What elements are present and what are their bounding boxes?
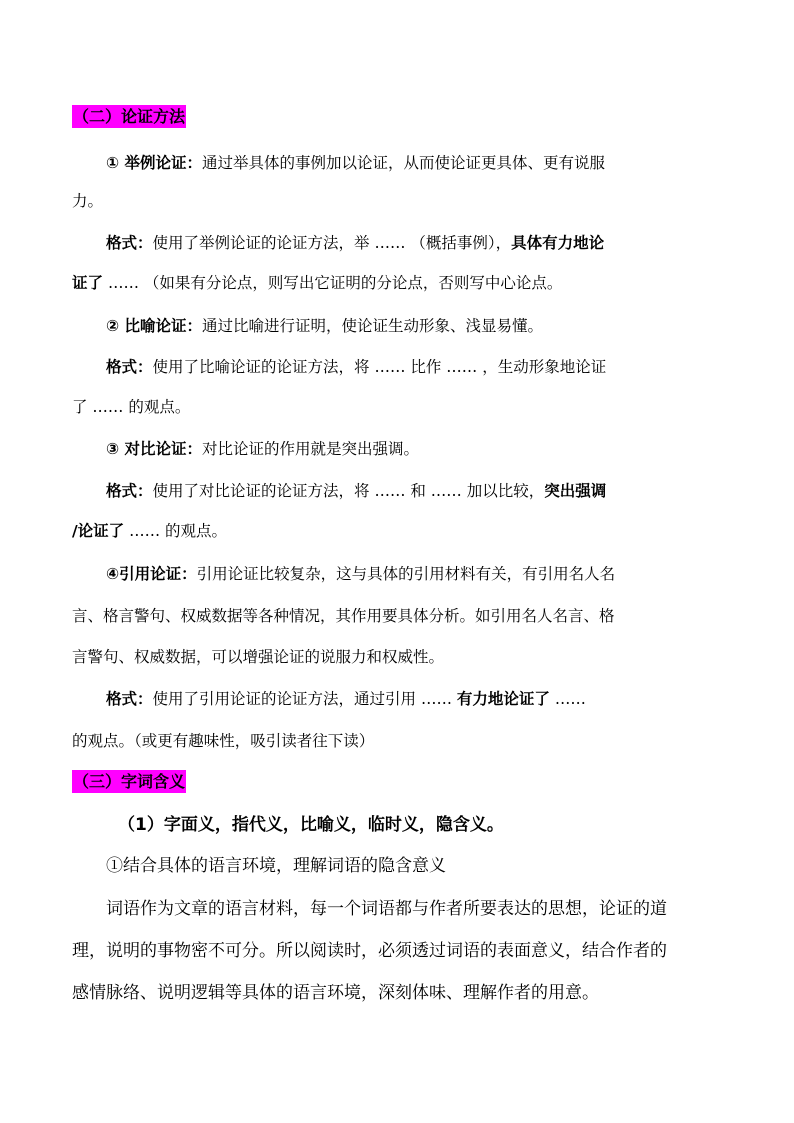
item3-line1: ③ 对比论证：对比论证的作用就是突出强调。 xyxy=(106,440,420,458)
item1-format-line1: 格式：使用了举例论证的论证方法，举 …… （概括事例），具体有力地论 xyxy=(106,234,605,252)
item1-line2: 力。 xyxy=(72,192,104,210)
item3-format-line1: 格式：使用了对比论证的论证方法，将 …… 和 …… 加以比较，突出强调 xyxy=(106,482,607,500)
item1-title: ① 举例论证： xyxy=(106,154,203,172)
item2-title: ② 比喻论证： xyxy=(106,317,203,335)
item1-line1: ① 举例论证：通过举具体的事例加以论证，从而使论证更具体、更有说服 xyxy=(106,154,606,172)
subpoint-hidden-meaning: ①结合具体的语言环境，理解词语的隐含意义 xyxy=(106,856,446,876)
section-heading-methods: （二）论证方法 xyxy=(73,107,186,126)
paragraph-line2: 理，说明的事物密不可分。所以阅读时，必须透过词语的表面意义，结合作者的 xyxy=(72,941,667,961)
item3-format-line2: /论证了 …… 的观点。 xyxy=(72,522,228,540)
section-heading-words: （三）字词含义 xyxy=(73,772,186,791)
item2-line1: ② 比喻论证：通过比喻进行证明，使论证生动形象、浅显易懂。 xyxy=(106,317,544,335)
item4-line2: 言、格言警句、权威数据等各种情况，其作用要具体分析。如引用名人名言、格 xyxy=(72,607,615,625)
item2-format-line1: 格式：使用了比喻论证的论证方法，将 …… 比作 …… ，生动形象地论证 xyxy=(106,358,607,376)
item4-title: ④引用论证： xyxy=(106,565,197,583)
item4-format-line1: 格式：使用了引用论证的论证方法，通过引用 …… 有力地论证了 …… xyxy=(106,690,586,708)
item4-line3: 言警句、权威数据，可以增强论证的说服力和权威性。 xyxy=(72,648,445,666)
paragraph-line3: 感情脉络、说明逻辑等具体的语言环境，深刻体味、理解作者的用意。 xyxy=(72,983,599,1003)
subheading-word-meanings: （1）字面义，指代义，比喻义，临时义，隐含义。 xyxy=(118,815,504,835)
paragraph-line1: 词语作为文章的语言材料，每一个词语都与作者所要表达的思想，论证的道 xyxy=(106,899,667,919)
item1-format-line2: 证了 …… （如果有分论点，则写出它证明的分论点，否则写中心论点。 xyxy=(72,274,563,292)
item4-line1: ④引用论证：引用论证比较复杂，这与具体的引用材料有关，有引用名人名 xyxy=(106,565,616,583)
item3-title: ③ 对比论证： xyxy=(106,440,203,458)
item4-format-line2: 的观点。（或更有趣味性，吸引读者往下读） xyxy=(72,732,375,750)
item2-format-line2: 了 …… 的观点。 xyxy=(72,398,191,416)
